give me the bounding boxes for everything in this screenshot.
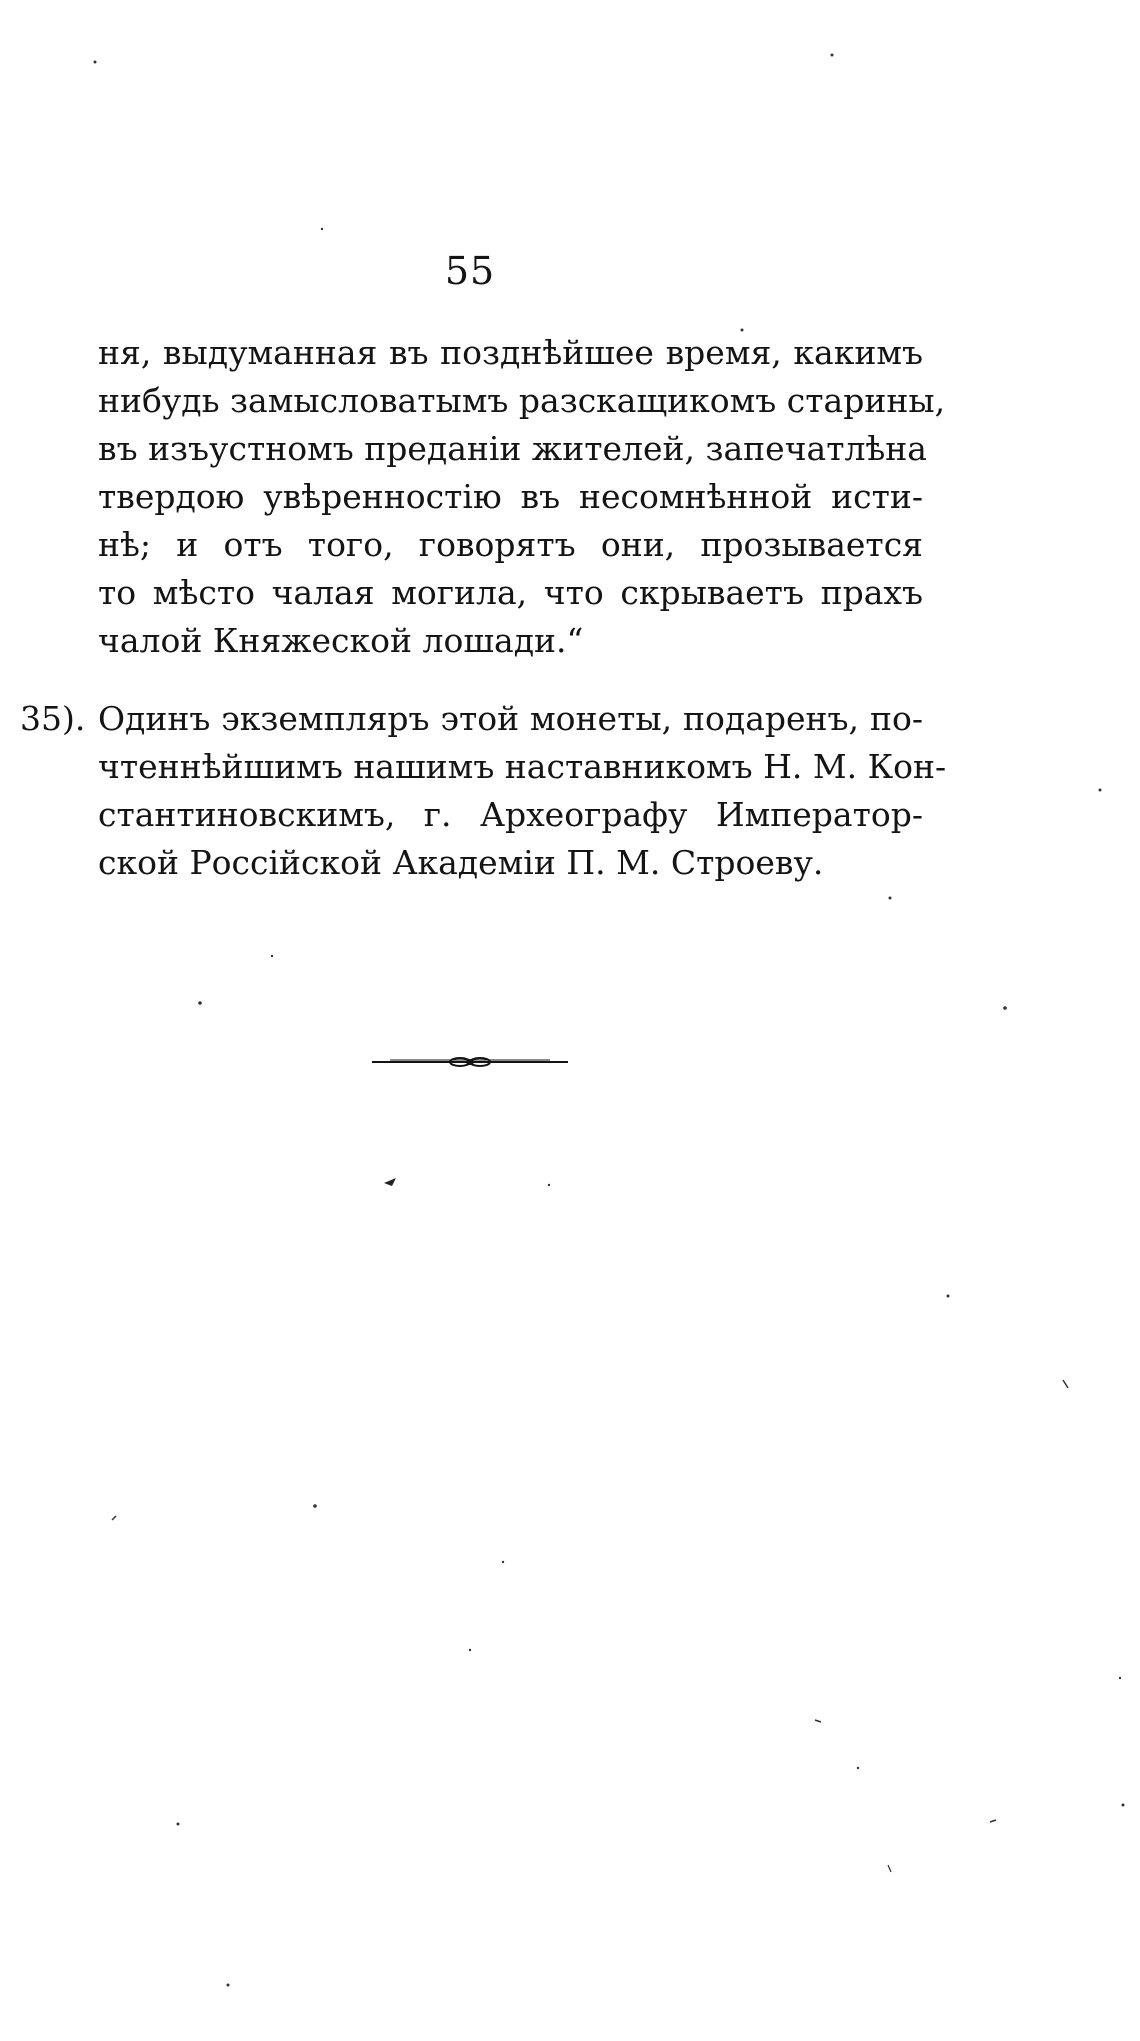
body-paragraph [98, 329, 946, 665]
footnote-line: ской Россійской Академіи П. М. Строеву. [98, 843, 824, 882]
footnote-line: стантиновскимъ, г. Археографу Император- [98, 795, 923, 834]
text-line: въ изъустномъ преданіи жителей, запечатлѣна [98, 429, 927, 468]
text-line: твердою увѣренностію въ несомнѣнной исти- [98, 477, 923, 516]
text-line: нибудь замысловатымъ разскащикомъ старины, [98, 381, 946, 420]
text-line: ня, выдуманная въ позднѣйшее время, какимъ [98, 333, 923, 372]
text-line: чалой Княжеской лошади.“ [98, 621, 584, 660]
footnote-body [98, 695, 947, 887]
decorative-rule-icon [370, 1050, 570, 1074]
footnote-line: чтеннѣйшимъ нашимъ наставникомъ Н. М. Кон- [98, 747, 947, 786]
text-line: нѣ; и отъ того, говорятъ они, прозывается [98, 525, 923, 564]
text-line: то мѣсто чалая могила, что скрываетъ прахъ [98, 573, 923, 612]
footnote-line: Одинъ экземпляръ этой монеты, подаренъ, по- [98, 699, 923, 738]
page-number: 55 [444, 249, 496, 293]
footnote-marker: 35). [20, 699, 86, 738]
